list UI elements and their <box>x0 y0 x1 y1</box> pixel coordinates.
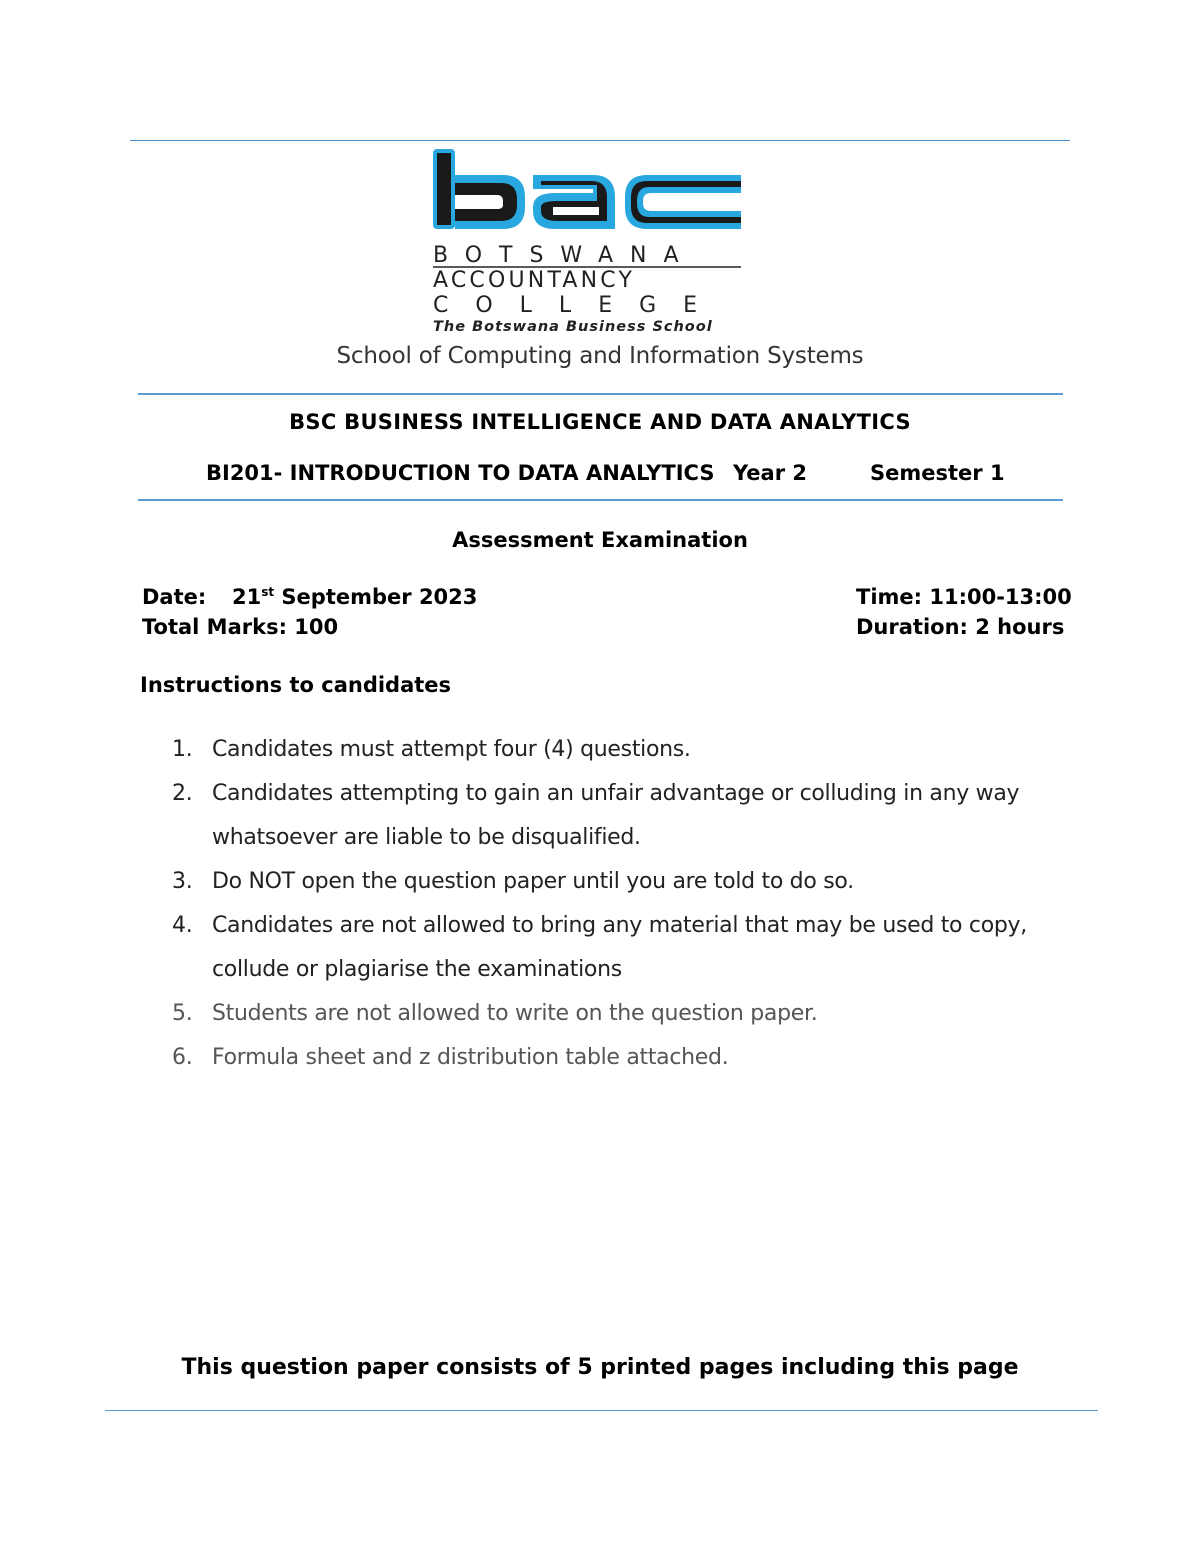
total-marks: Total Marks: 100 <box>142 615 339 639</box>
logo-line-botswana: BOTSWANA <box>433 243 696 268</box>
logo-a-letter <box>533 175 615 229</box>
college-logo <box>425 145 750 335</box>
instruction-item: 5. Students are not allowed to write on the question paper. <box>172 1001 818 1026</box>
date-day: 21 <box>232 585 262 609</box>
logo-c-letter <box>625 175 741 229</box>
instruction-item: 6. Formula sheet and z distribution table attached. <box>172 1045 729 1070</box>
header-divider-2 <box>138 499 1063 501</box>
exam-date <box>142 585 477 609</box>
header-divider-1 <box>138 393 1063 395</box>
logo-b-letter <box>433 149 525 229</box>
instruction-item: 2. Candidates attempting to gain an unfair advantage or colluding in any way whatsoever are liable to be disqualified. <box>172 781 1020 850</box>
logo-tagline: The Botswana Business School <box>433 319 713 335</box>
instructions-list <box>172 728 1042 1080</box>
exam-duration: Duration: 2 hours <box>856 615 1065 639</box>
instructions-heading: Instructions to candidates <box>140 673 452 697</box>
logo-line-college: COLLEGE <box>433 293 725 318</box>
instruction-item: 1. Candidates must attempt four (4) questions. <box>172 737 691 762</box>
instruction-item: 4. Candidates are not allowed to bring any material that may be used to copy, collude or plagiarise the examinations <box>172 913 1027 982</box>
top-divider <box>130 140 1070 141</box>
logo-line-accountancy: ACCOUNTANCY <box>433 268 636 293</box>
exam-time: Time: 11:00-13:00 <box>856 585 1072 609</box>
date-suffix: st <box>261 585 275 599</box>
footer-divider <box>105 1410 1098 1411</box>
date-label: Date: <box>142 585 207 609</box>
course-year: Year 2 <box>733 461 807 485</box>
course-semester: Semester 1 <box>870 461 1005 485</box>
programme-title: BSC BUSINESS INTELLIGENCE AND DATA ANALYTICS <box>289 410 911 434</box>
course-code-title: BI201- INTRODUCTION TO DATA ANALYTICS <box>206 461 715 485</box>
date-month-year: September 2023 <box>274 585 478 609</box>
instruction-item: 3. Do NOT open the question paper until you are told to do so. <box>172 869 854 894</box>
exam-title: Assessment Examination <box>452 528 748 552</box>
school-name: School of Computing and Information Systems <box>336 343 864 369</box>
page-count-note: This question paper consists of 5 printed pages including this page <box>181 1355 1019 1380</box>
